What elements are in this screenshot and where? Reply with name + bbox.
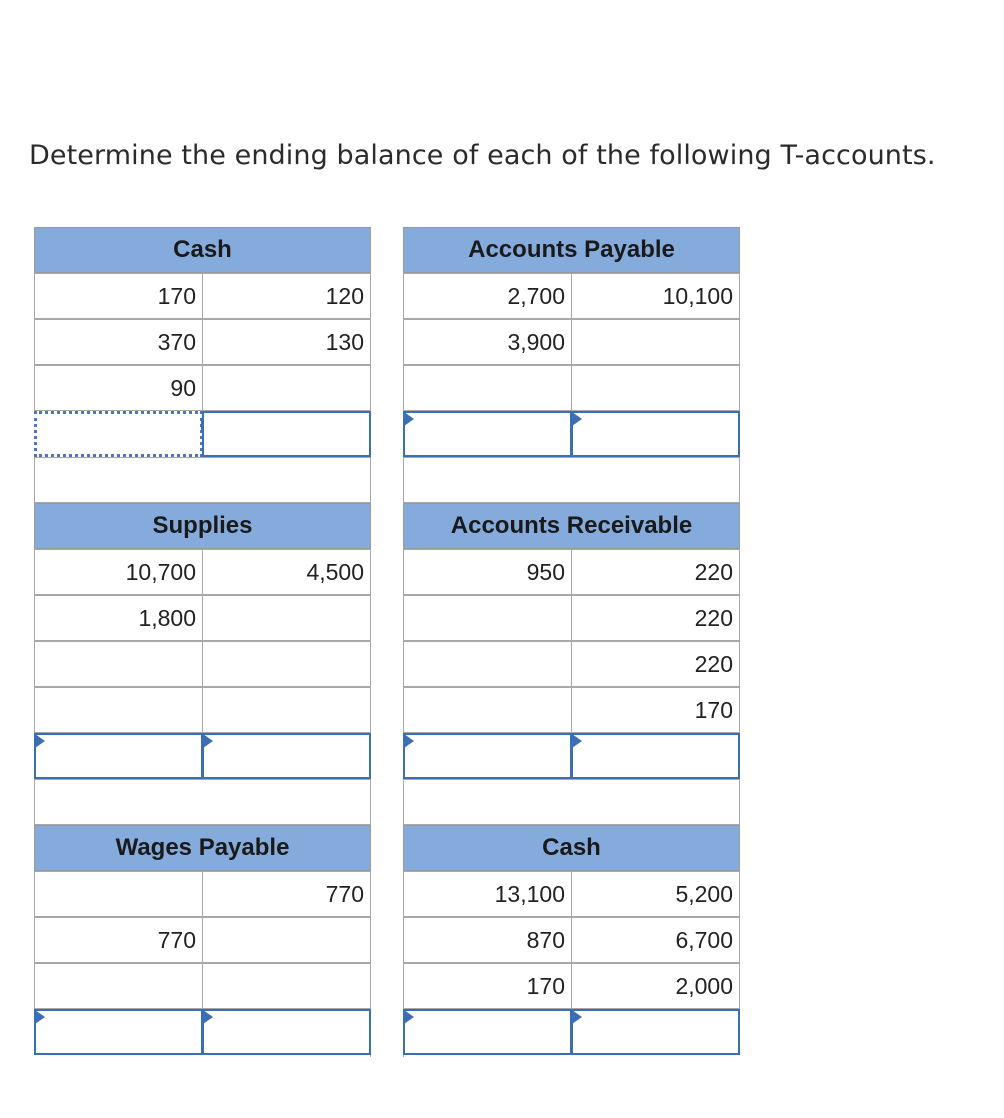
ar-credit-balance-input[interactable] — [571, 733, 740, 779]
ar-debit-3 — [403, 641, 572, 687]
supplies-debit-balance-input[interactable] — [34, 733, 203, 779]
supplies-credit-2 — [202, 595, 371, 641]
ar-credit-4: 170 — [571, 687, 740, 733]
ar-credit-2: 220 — [571, 595, 740, 641]
cash2-debit-3: 170 — [403, 963, 572, 1009]
cash2-debit-balance-input[interactable] — [403, 1009, 572, 1055]
wages-debit-3 — [34, 963, 203, 1009]
supplies-credit-1: 4,500 — [202, 549, 371, 595]
supplies-credit-balance-input[interactable] — [202, 733, 371, 779]
cash2-debit-1: 13,100 — [403, 871, 572, 917]
accounts-payable-header: Accounts Payable — [403, 227, 740, 273]
cash-2-header: Cash — [403, 825, 740, 871]
input-flag-icon — [35, 734, 45, 748]
input-flag-icon — [203, 1010, 213, 1024]
spacer-row — [403, 779, 740, 825]
ar-credit-3: 220 — [571, 641, 740, 687]
cash2-credit-3: 2,000 — [571, 963, 740, 1009]
spacer-row — [34, 779, 371, 825]
ap-debit-1: 2,700 — [403, 273, 572, 319]
supplies-debit-1: 10,700 — [34, 549, 203, 595]
instruction-text: Determine the ending balance of each of the following T-accounts. — [29, 140, 936, 171]
cash-header: Cash — [34, 227, 371, 273]
cash2-credit-1: 5,200 — [571, 871, 740, 917]
column-separator — [370, 227, 404, 1057]
supplies-debit-4 — [34, 687, 203, 733]
wages-credit-3 — [202, 963, 371, 1009]
ap-debit-2: 3,900 — [403, 319, 572, 365]
wages-debit-1 — [34, 871, 203, 917]
cash2-credit-balance-input[interactable] — [571, 1009, 740, 1055]
input-flag-icon — [404, 734, 414, 748]
cash-credit-2: 130 — [202, 319, 371, 365]
wages-debit-balance-input[interactable] — [34, 1009, 203, 1055]
ap-credit-3 — [571, 365, 740, 411]
supplies-credit-3 — [202, 641, 371, 687]
wages-payable-header: Wages Payable — [34, 825, 371, 871]
ar-debit-1: 950 — [403, 549, 572, 595]
supplies-credit-4 — [202, 687, 371, 733]
cash-debit-2: 370 — [34, 319, 203, 365]
ap-debit-balance-input[interactable] — [403, 411, 572, 457]
wages-debit-2: 770 — [34, 917, 203, 963]
input-flag-icon — [35, 1010, 45, 1024]
wages-credit-1: 770 — [202, 871, 371, 917]
wages-credit-balance-input[interactable] — [202, 1009, 371, 1055]
ap-credit-2 — [571, 319, 740, 365]
input-flag-icon — [404, 1010, 414, 1024]
ar-debit-balance-input[interactable] — [403, 733, 572, 779]
cash-debit-1: 170 — [34, 273, 203, 319]
supplies-header: Supplies — [34, 503, 371, 549]
input-flag-icon — [572, 412, 582, 426]
accounts-receivable-header: Accounts Receivable — [403, 503, 740, 549]
ar-debit-4 — [403, 687, 572, 733]
spacer-row — [403, 457, 740, 503]
ar-credit-1: 220 — [571, 549, 740, 595]
ap-credit-balance-input[interactable] — [571, 411, 740, 457]
supplies-debit-2: 1,800 — [34, 595, 203, 641]
input-flag-icon — [572, 1010, 582, 1024]
ap-credit-1: 10,100 — [571, 273, 740, 319]
t-accounts-grid — [34, 227, 740, 1057]
cash2-debit-2: 870 — [403, 917, 572, 963]
supplies-debit-3 — [34, 641, 203, 687]
cash-debit-3: 90 — [34, 365, 203, 411]
wages-credit-2 — [202, 917, 371, 963]
input-flag-icon — [203, 734, 213, 748]
cash-debit-balance-input[interactable] — [34, 411, 203, 457]
cash2-credit-2: 6,700 — [571, 917, 740, 963]
ap-debit-3 — [403, 365, 572, 411]
ar-debit-2 — [403, 595, 572, 641]
cash-credit-3 — [202, 365, 371, 411]
input-flag-icon — [572, 734, 582, 748]
input-flag-icon — [404, 412, 414, 426]
cash-credit-1: 120 — [202, 273, 371, 319]
spacer-row — [34, 457, 371, 503]
cash-credit-balance-input[interactable] — [202, 411, 371, 457]
